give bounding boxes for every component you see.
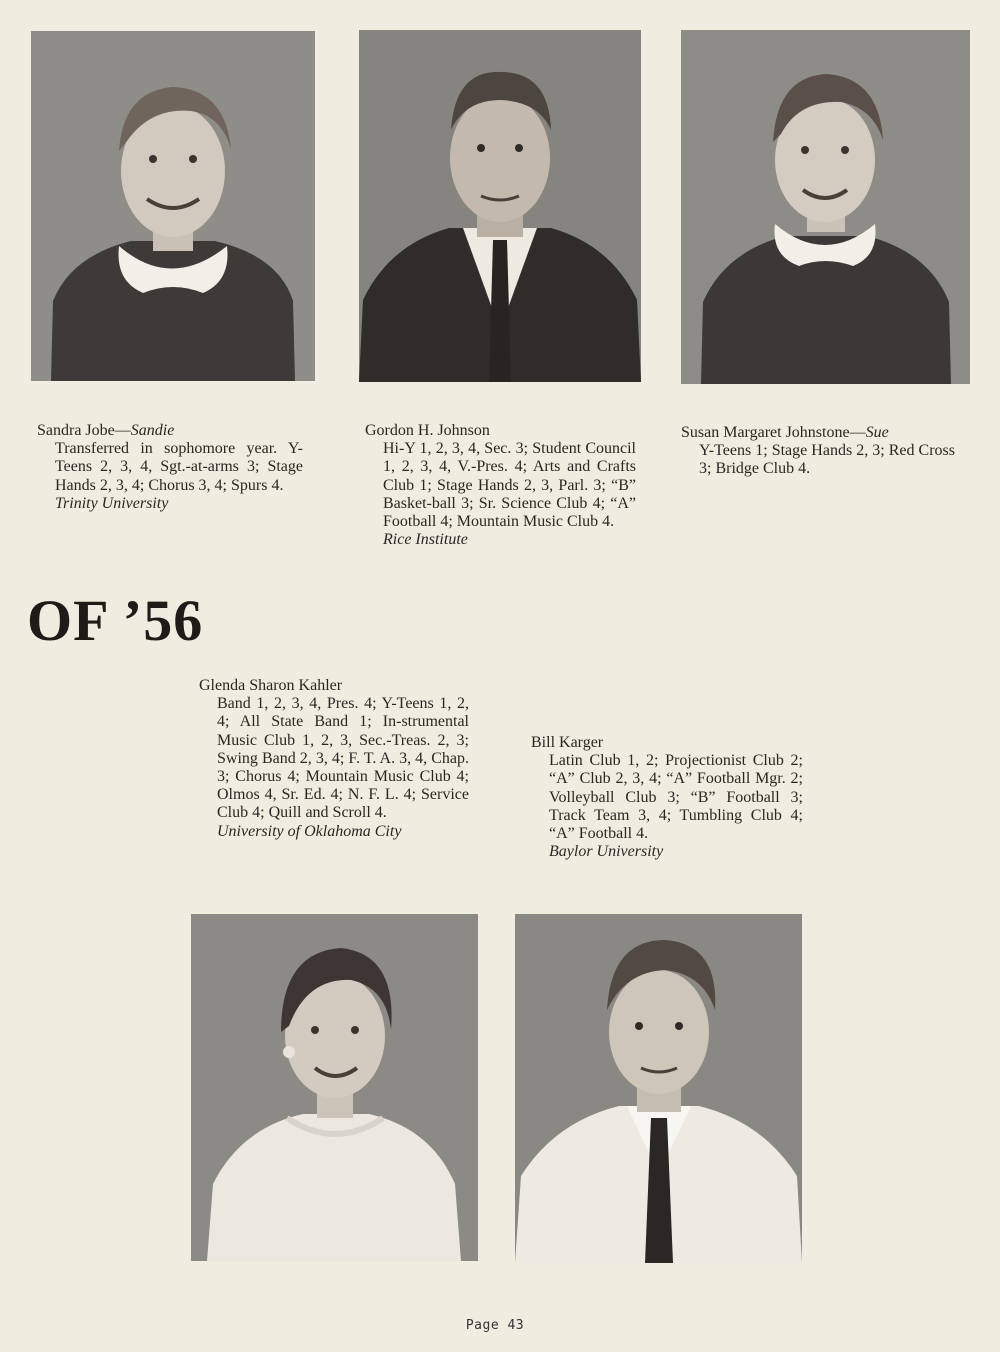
caption-gordon-johnson [365, 422, 636, 549]
portrait-photo-icon [191, 914, 478, 1261]
portrait-photo-icon [515, 914, 802, 1263]
portrait-photo-susan-johnstone [681, 30, 970, 384]
student-college: University of Oklahoma City [217, 822, 402, 840]
caption-susan-johnstone [681, 424, 955, 479]
student-name: Gordon H. Johnson [365, 422, 490, 439]
student-activities: Latin Club 1, 2; Projectionist Club 2; “A” Club 2, 3, 4; “A” Football Mgr. 2; Volleyball Club 3; “B” Football 3; Track Team 3, 4; Tumbling Club 4; “A” Football 4. [549, 752, 803, 843]
student-activities: Transferred in sophomore year. Y-Teens 2, 3, 4, Sgt.-at-arms 3; Stage Hands 2, 3, 4; Chorus 3, 4; Spurs 4. [55, 440, 303, 494]
student-activities: Band 1, 2, 3, 4, Pres. 4; Y-Teens 1, 2, 4; All State Band 1; In-strumental Music Club 1, 2, 3, Sec.-Treas. 2, 3; Swing Band 2, 3, 4; F. T. A. 3, 4, Chap. 3; Chorus 4; Mountain Music Club 4; Olmos 4, Sr. Ed. 4; N. F. L. 4; Service Club 4; Quill and Scroll 4. [217, 695, 469, 822]
student-college: Rice Institute [383, 531, 468, 549]
portrait-photo-icon [31, 31, 315, 381]
student-college: Baylor University [549, 843, 664, 861]
portrait-photo-gordon-johnson [359, 30, 641, 382]
class-year-heading: OF ’56 [27, 588, 204, 653]
portrait-photo-icon [359, 30, 641, 382]
student-activities: Y-Teens 1; Stage Hands 2, 3; Red Cross 3; Bridge Club 4. [699, 442, 955, 478]
portrait-photo-bill-karger [515, 914, 802, 1263]
student-name: Susan Margaret Johnstone—Sue [681, 424, 889, 441]
portrait-photo-glenda-kahler [191, 914, 478, 1261]
caption-bill-karger [531, 734, 803, 861]
portrait-photo-icon [681, 30, 970, 384]
student-name: Glenda Sharon Kahler [199, 677, 343, 694]
student-name: Bill Karger [531, 734, 604, 751]
page-number: Page 43 [465, 1318, 525, 1333]
student-activities: Hi-Y 1, 2, 3, 4, Sec. 3; Student Council 1, 2, 3, 4, V.-Pres. 4; Arts and Crafts Club 1; Stage Hands 2, 3, Parl. 3; “B” Basket-ball 3; Sr. Science Club 4; “A” Football 4; Mountain Music Club 4. [383, 440, 636, 531]
portrait-photo-sandra-jobe [31, 31, 315, 381]
caption-sandra-jobe [37, 422, 303, 513]
student-college: Trinity University [55, 494, 169, 512]
student-name: Sandra Jobe—Sandie [37, 422, 175, 439]
caption-glenda-kahler [199, 677, 469, 841]
